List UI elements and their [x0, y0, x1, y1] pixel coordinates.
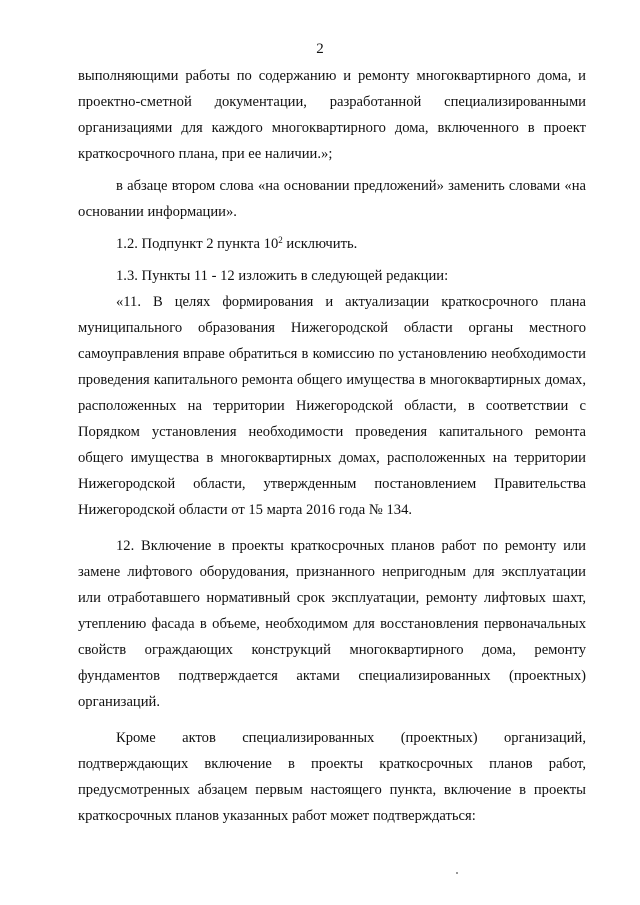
paragraph-1-2-superscript: 2 — [278, 235, 283, 245]
paragraph-except-acts: Кроме актов специализированных (проектных) организаций, подтверждающих включение в проекты краткосрочных планов работ, предусмотренных абзацем первым настоящего пункта, включение в проекты краткосрочных планов указанных работ может подтверждаться: — [78, 730, 586, 824]
paragraph-1-3: 1.3. Пункты 11 - 12 изложить в следующей редакции: — [116, 268, 449, 284]
paragraph-1-2-tail: исключить. — [282, 236, 358, 252]
paragraph-1-2 — [78, 231, 586, 257]
document-body — [78, 63, 586, 829]
page-number: 2 — [316, 41, 324, 57]
paragraph-item-11: «11. В целях формирования и актуализации краткосрочного плана муниципального образования Нижегородской области органы местного самоуправления вправе обратиться в комиссию по установлению необходимости проведения капитального ремонта общего имущества в многоквартирных домах, расположенных на территории Нижегородской области, в соответствии с Порядком установления необходимости проведения капитального ремонта общего имущества в многоквартирных домах, расположенных на территории Нижегородской области, утвержденным постановлением Правительства Нижегородской области от 15 марта 2016 года № 134. — [78, 294, 586, 518]
paragraph-item-12: 12. Включение в проекты краткосрочных планов работ по ремонту или замене лифтового оборудования, признанного непригодным для эксплуатации или отработавшего нормативный срок эксплуатации, ремонту лифтовых шахт, утеплению фасада в объеме, необходимом для восстановления первоначальных свойств ограждающих конструкций многоквартирного дома, ремонту фундаментов подтверждается актами специализированных (проектных) организаций. — [78, 538, 586, 710]
scan-speck — [456, 872, 458, 874]
paragraph-continuation: выполняющими работы по содержанию и ремонту многоквартирного дома, и проектно-сметной документации, разработанной специализированными организациями для каждого многоквартирного дома, включенного в проект краткосрочного плана, при ее наличии.»; — [78, 68, 586, 162]
paragraph-amendment-second-abzac: в абзаце втором слова «на основании предложений» заменить словами «на основании информации». — [78, 178, 586, 220]
paragraph-1-2-text: 1.2. Подпункт 2 пункта 10 — [116, 236, 279, 252]
